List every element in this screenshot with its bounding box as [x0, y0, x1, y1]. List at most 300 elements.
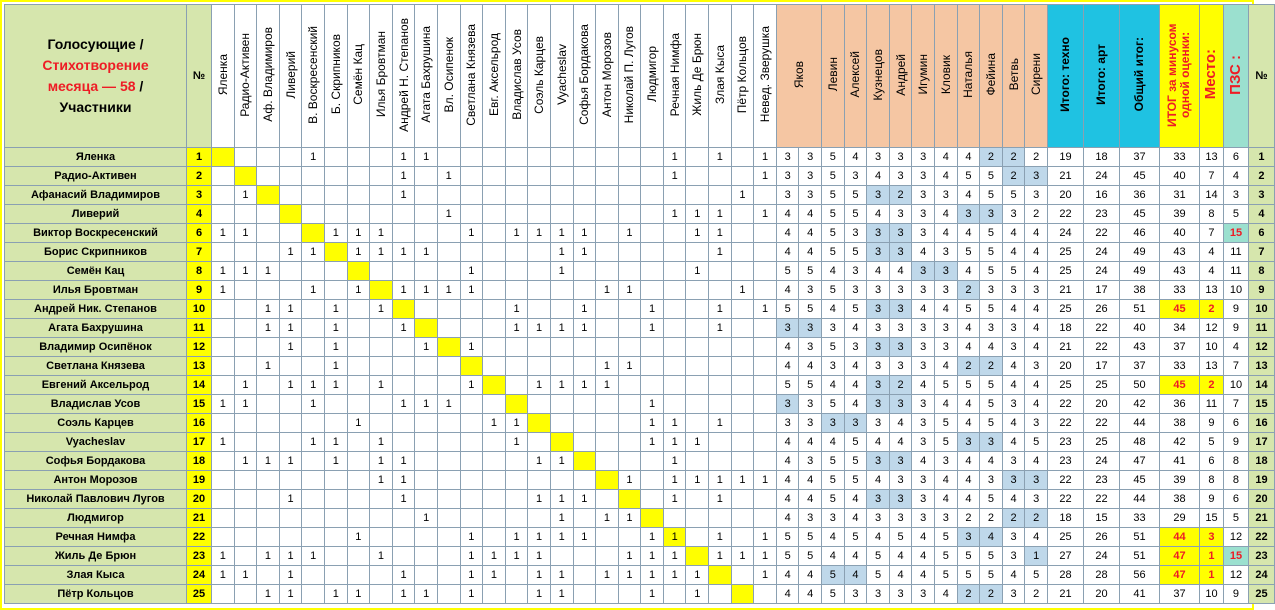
judge-score-cell: 4: [912, 528, 935, 547]
voter-header: [550, 5, 573, 148]
vote-cell: 1: [731, 186, 754, 205]
judge-score-cell: 4: [867, 205, 890, 224]
voter-header: [731, 5, 754, 148]
result-value: 47: [1159, 547, 1199, 566]
vote-cell: [437, 319, 460, 338]
total-overall: 41: [1119, 585, 1159, 604]
vote-cell: 1: [505, 319, 528, 338]
vote-cell: [709, 167, 732, 186]
pzs-value: 9: [1223, 433, 1248, 452]
total-overall: 44: [1119, 414, 1159, 433]
voter-header: [347, 5, 370, 148]
participant-name: Борис Скрипников: [5, 243, 187, 262]
result-value: 47: [1159, 566, 1199, 585]
judge-score-cell: 4: [844, 566, 867, 585]
participant-name: Агата Бахрушина: [5, 319, 187, 338]
vote-cell: 1: [596, 566, 619, 585]
vote-cell: [460, 490, 483, 509]
judge-score-cell: 4: [867, 262, 890, 281]
vote-cell: 1: [618, 281, 641, 300]
judge-score-cell: 4: [1025, 300, 1048, 319]
judge-score-cell: 5: [980, 547, 1003, 566]
vote-cell: [483, 471, 506, 490]
participant-name: Злая Кыса: [5, 566, 187, 585]
vote-cell: [641, 262, 664, 281]
vote-cell: [550, 414, 573, 433]
vote-cell: [686, 148, 709, 167]
participant-name: Евгений Аксельрод: [5, 376, 187, 395]
vote-cell: 1: [437, 205, 460, 224]
vote-cell: [709, 281, 732, 300]
pzs-value: 4: [1223, 338, 1248, 357]
vote-cell: [686, 300, 709, 319]
vote-cell: [234, 205, 257, 224]
vote-cell: [528, 281, 551, 300]
judge-score-cell: 5: [822, 490, 845, 509]
vote-cell: [483, 490, 506, 509]
vote-cell: 1: [415, 338, 438, 357]
judge-score-cell: 4: [822, 376, 845, 395]
judge-score-cell: 5: [935, 376, 958, 395]
vote-cell: [754, 243, 777, 262]
judge-score-cell: 3: [980, 471, 1003, 490]
participant-number: 17: [187, 433, 212, 452]
judge-score-cell: 5: [844, 452, 867, 471]
participant-row: [5, 167, 1275, 186]
total-overall: 43: [1119, 338, 1159, 357]
vote-cell: [731, 376, 754, 395]
vote-cell: [234, 300, 257, 319]
judge-score-cell: 2: [957, 357, 980, 376]
total-art: 22: [1083, 224, 1119, 243]
participant-number: 6: [187, 224, 212, 243]
judge-header: [957, 5, 980, 148]
vote-cell: [302, 585, 325, 604]
vote-cell: [505, 243, 528, 262]
result-value: 45: [1159, 376, 1199, 395]
total-overall: 50: [1119, 376, 1159, 395]
vote-cell: [257, 471, 280, 490]
vote-cell: 1: [686, 585, 709, 604]
participant-row: [5, 547, 1275, 566]
judge-score-cell: 3: [912, 509, 935, 528]
vote-cell: 1: [324, 357, 347, 376]
vote-cell: 1: [257, 585, 280, 604]
judge-score-cell: 3: [889, 395, 912, 414]
vote-cell: 1: [528, 566, 551, 585]
pzs-value: 12: [1223, 566, 1248, 585]
judge-score-cell: 3: [822, 319, 845, 338]
participant-name: Пётр Кольцов: [5, 585, 187, 604]
judge-score-cell: 3: [889, 452, 912, 471]
participant-name: Афанасий Владимиров: [5, 186, 187, 205]
vote-cell: [415, 547, 438, 566]
participant-row: [5, 281, 1275, 300]
participant-row: [5, 471, 1275, 490]
pzs-value: 3: [1223, 186, 1248, 205]
result-value: 45: [1159, 300, 1199, 319]
vote-cell: [731, 338, 754, 357]
vote-cell: [257, 490, 280, 509]
vote-cell: [505, 148, 528, 167]
vote-cell: 1: [505, 547, 528, 566]
vote-cell: [257, 243, 280, 262]
vote-cell: [392, 357, 415, 376]
vote-cell: 1: [392, 471, 415, 490]
vote-cell: 1: [415, 281, 438, 300]
vote-cell: [437, 186, 460, 205]
vote-cell: [596, 167, 619, 186]
voter-name: Радио-Активен: [238, 32, 253, 117]
vote-cell: 1: [279, 585, 302, 604]
self-vote-cell: [709, 566, 732, 585]
self-vote-cell: [347, 262, 370, 281]
vote-cell: 1: [392, 452, 415, 471]
vote-cell: 1: [663, 167, 686, 186]
vote-cell: [415, 414, 438, 433]
vote-cell: [437, 414, 460, 433]
vote-cell: 1: [505, 414, 528, 433]
vote-cell: [302, 414, 325, 433]
vote-cell: 1: [754, 528, 777, 547]
place-value: 9: [1199, 490, 1223, 509]
participant-number-right: 15: [1248, 395, 1274, 414]
judge-score-cell: 3: [867, 148, 890, 167]
vote-cell: 1: [279, 547, 302, 566]
vote-cell: [483, 167, 506, 186]
judge-score-cell: 5: [957, 300, 980, 319]
judge-score-cell: 5: [980, 224, 1003, 243]
judge-score-cell: 4: [935, 471, 958, 490]
place-value: 7: [1199, 224, 1223, 243]
pzs-value: 5: [1223, 509, 1248, 528]
place-value: 13: [1199, 357, 1223, 376]
judge-score-cell: 3: [912, 262, 935, 281]
vote-cell: 1: [709, 471, 732, 490]
judge-score-cell: 2: [1002, 148, 1025, 167]
voter-header: [392, 5, 415, 148]
voter-name: Семён Кац: [351, 44, 366, 105]
judge-score-cell: 3: [867, 243, 890, 262]
vote-cell: [212, 357, 235, 376]
participant-name: Илья Бровтман: [5, 281, 187, 300]
vote-cell: [618, 300, 641, 319]
vote-cell: 1: [618, 547, 641, 566]
total-overall: 45: [1119, 205, 1159, 224]
vote-cell: [663, 262, 686, 281]
vote-cell: [392, 338, 415, 357]
total-techno: 25: [1047, 376, 1083, 395]
vote-cell: 1: [234, 566, 257, 585]
vote-cell: [754, 338, 777, 357]
judge-score-cell: 3: [912, 433, 935, 452]
vote-cell: [573, 281, 596, 300]
judge-score-cell: 3: [912, 471, 935, 490]
vote-cell: [437, 224, 460, 243]
participant-name: Речная Нимфа: [5, 528, 187, 547]
vote-cell: [302, 357, 325, 376]
judge-score-cell: 3: [912, 414, 935, 433]
vote-cell: [324, 262, 347, 281]
vote-cell: 1: [550, 262, 573, 281]
vote-cell: 1: [279, 376, 302, 395]
vote-cell: 1: [257, 547, 280, 566]
vote-cell: [573, 186, 596, 205]
vote-cell: [212, 452, 235, 471]
total-techno: 21: [1047, 338, 1083, 357]
judge-score-cell: 4: [1002, 414, 1025, 433]
judge-score-cell: 4: [1025, 452, 1048, 471]
participant-number: 1: [187, 148, 212, 167]
vote-cell: 1: [641, 395, 664, 414]
judge-score-cell: 5: [822, 452, 845, 471]
judge-score-cell: 5: [822, 471, 845, 490]
judge-score-cell: 4: [844, 357, 867, 376]
vote-cell: [483, 452, 506, 471]
vote-cell: [505, 509, 528, 528]
vote-cell: 1: [370, 471, 393, 490]
judge-score-cell: 3: [889, 585, 912, 604]
voter-header: [663, 5, 686, 148]
participant-row: [5, 357, 1275, 376]
vote-cell: [505, 167, 528, 186]
judge-score-cell: 5: [799, 528, 822, 547]
vote-cell: 1: [324, 376, 347, 395]
participant-number: 22: [187, 528, 212, 547]
self-vote-cell: [460, 357, 483, 376]
judge-score-cell: 4: [844, 490, 867, 509]
vote-cell: 1: [212, 262, 235, 281]
judge-score-cell: 5: [822, 243, 845, 262]
judge-score-cell: 4: [935, 357, 958, 376]
voter-header: [641, 5, 664, 148]
vote-cell: 1: [573, 300, 596, 319]
judge-header: [822, 5, 845, 148]
vote-cell: [550, 471, 573, 490]
participant-number: 14: [187, 376, 212, 395]
voter-header: [302, 5, 325, 148]
voter-name: Людмигор: [645, 46, 660, 103]
judge-score-cell: 4: [1002, 357, 1025, 376]
vote-cell: 1: [437, 167, 460, 186]
judge-score-cell: 3: [1025, 471, 1048, 490]
vote-cell: [212, 528, 235, 547]
judge-score-cell: 5: [935, 547, 958, 566]
vote-cell: [257, 528, 280, 547]
voter-header: [234, 5, 257, 148]
voter-name: Злая Кыса: [712, 44, 727, 105]
judge-score-cell: 4: [1025, 243, 1048, 262]
vote-cell: [483, 395, 506, 414]
vote-cell: [686, 357, 709, 376]
judge-name: Левин: [825, 57, 840, 92]
judge-score-cell: 4: [889, 566, 912, 585]
voter-name: Николай П. Лугов: [622, 25, 637, 124]
vote-cell: [528, 243, 551, 262]
vote-cell: 1: [212, 224, 235, 243]
vote-cell: 1: [641, 585, 664, 604]
participant-name: Антон Морозов: [5, 471, 187, 490]
total-art: 22: [1083, 490, 1119, 509]
vote-cell: 1: [370, 433, 393, 452]
vote-cell: [370, 186, 393, 205]
judge-score-cell: 3: [957, 205, 980, 224]
judge-score-cell: 5: [844, 205, 867, 224]
vote-cell: [415, 433, 438, 452]
vote-cell: 1: [709, 148, 732, 167]
vote-cell: 1: [709, 300, 732, 319]
vote-cell: [573, 395, 596, 414]
vote-cell: 1: [754, 300, 777, 319]
place-value: 10: [1199, 338, 1223, 357]
voting-table: [4, 4, 1275, 604]
participant-number-right: 9: [1248, 281, 1274, 300]
vote-cell: [212, 167, 235, 186]
place-value: 15: [1199, 509, 1223, 528]
vote-cell: [257, 433, 280, 452]
total-art: 26: [1083, 300, 1119, 319]
participant-number-right: 22: [1248, 528, 1274, 547]
vote-cell: [641, 338, 664, 357]
vote-cell: [573, 205, 596, 224]
judge-score-cell: 3: [889, 224, 912, 243]
vote-cell: 1: [324, 338, 347, 357]
result-header: [1159, 5, 1199, 148]
vote-cell: [663, 338, 686, 357]
vote-cell: 1: [392, 585, 415, 604]
total-overall: 48: [1119, 433, 1159, 452]
participant-name: Светлана Князева: [5, 357, 187, 376]
judge-header: [776, 5, 821, 148]
vote-cell: 1: [392, 167, 415, 186]
place-value: 8: [1199, 205, 1223, 224]
judge-score-cell: 4: [799, 205, 822, 224]
judge-score-cell: 4: [776, 471, 799, 490]
vote-cell: 1: [550, 490, 573, 509]
judge-score-cell: 5: [980, 414, 1003, 433]
vote-cell: [709, 585, 732, 604]
vote-cell: [324, 414, 347, 433]
header-row: [5, 5, 1275, 148]
total-overall-header-label: Общий итог:: [1132, 37, 1147, 112]
judge-name: Ветвь: [1006, 58, 1021, 91]
judge-score-cell: 3: [799, 281, 822, 300]
vote-cell: 1: [370, 224, 393, 243]
vote-cell: 1: [324, 452, 347, 471]
vote-cell: [731, 414, 754, 433]
vote-cell: 1: [370, 300, 393, 319]
vote-cell: [483, 186, 506, 205]
total-art: 17: [1083, 357, 1119, 376]
vote-cell: 1: [663, 490, 686, 509]
vote-cell: [279, 148, 302, 167]
judge-score-cell: 3: [1025, 167, 1048, 186]
participant-name: Соэль Карцев: [5, 414, 187, 433]
judge-header: [912, 5, 935, 148]
vote-cell: 1: [234, 452, 257, 471]
vote-cell: 1: [709, 224, 732, 243]
participant-name: Николай Павлович Лугов: [5, 490, 187, 509]
place-value: 4: [1199, 262, 1223, 281]
judge-score-cell: 3: [776, 319, 799, 338]
vote-cell: [437, 471, 460, 490]
vote-cell: [754, 433, 777, 452]
header-num: №: [187, 5, 212, 148]
place-value: 13: [1199, 148, 1223, 167]
judge-score-cell: 5: [980, 243, 1003, 262]
judge-score-cell: 4: [844, 319, 867, 338]
result-value: 39: [1159, 471, 1199, 490]
vote-cell: [437, 243, 460, 262]
self-vote-cell: [257, 186, 280, 205]
participant-row: [5, 148, 1275, 167]
vote-cell: [460, 319, 483, 338]
result-value: 37: [1159, 338, 1199, 357]
voter-name: Светлана Князева: [464, 23, 479, 126]
participant-row: [5, 224, 1275, 243]
voter-name: В. Воскресенский: [306, 25, 321, 124]
judge-score-cell: 4: [776, 452, 799, 471]
vote-cell: 1: [257, 262, 280, 281]
voter-name: Б. Скрипников: [328, 34, 343, 115]
title-slash: /: [139, 78, 144, 94]
total-overall: 37: [1119, 357, 1159, 376]
vote-cell: 1: [279, 490, 302, 509]
vote-cell: [686, 414, 709, 433]
judge-score-cell: 2: [980, 585, 1003, 604]
vote-cell: [731, 300, 754, 319]
vote-cell: [437, 528, 460, 547]
vote-cell: 1: [279, 300, 302, 319]
self-vote-cell: [686, 547, 709, 566]
vote-cell: [302, 528, 325, 547]
judge-score-cell: 3: [799, 395, 822, 414]
judge-header: [867, 5, 890, 148]
result-value: 33: [1159, 281, 1199, 300]
participant-number-right: 4: [1248, 205, 1274, 224]
vote-cell: [415, 566, 438, 585]
judge-score-cell: 3: [912, 167, 935, 186]
vote-cell: [528, 509, 551, 528]
total-overall: 46: [1119, 224, 1159, 243]
vote-cell: [731, 243, 754, 262]
vote-cell: [528, 205, 551, 224]
vote-cell: 1: [686, 566, 709, 585]
vote-cell: [596, 243, 619, 262]
vote-cell: 1: [641, 414, 664, 433]
judge-score-cell: 2: [1002, 509, 1025, 528]
judge-score-cell: 5: [957, 566, 980, 585]
pzs-value: 7: [1223, 395, 1248, 414]
judge-score-cell: 3: [889, 357, 912, 376]
vote-cell: 1: [505, 300, 528, 319]
vote-cell: 1: [618, 509, 641, 528]
vote-cell: [731, 509, 754, 528]
vote-cell: [437, 490, 460, 509]
title-participants: Участники: [59, 99, 132, 115]
vote-cell: [663, 319, 686, 338]
vote-cell: [212, 509, 235, 528]
judge-score-cell: 5: [1025, 566, 1048, 585]
voter-name: Пётр Кольцов: [735, 35, 750, 114]
total-art-header-label: Итого: арт: [1094, 44, 1109, 105]
place-value: 11: [1199, 395, 1223, 414]
vote-cell: [754, 224, 777, 243]
place-value: 14: [1199, 186, 1223, 205]
participant-row: [5, 528, 1275, 547]
judge-score-cell: 3: [980, 433, 1003, 452]
judge-score-cell: 4: [957, 471, 980, 490]
